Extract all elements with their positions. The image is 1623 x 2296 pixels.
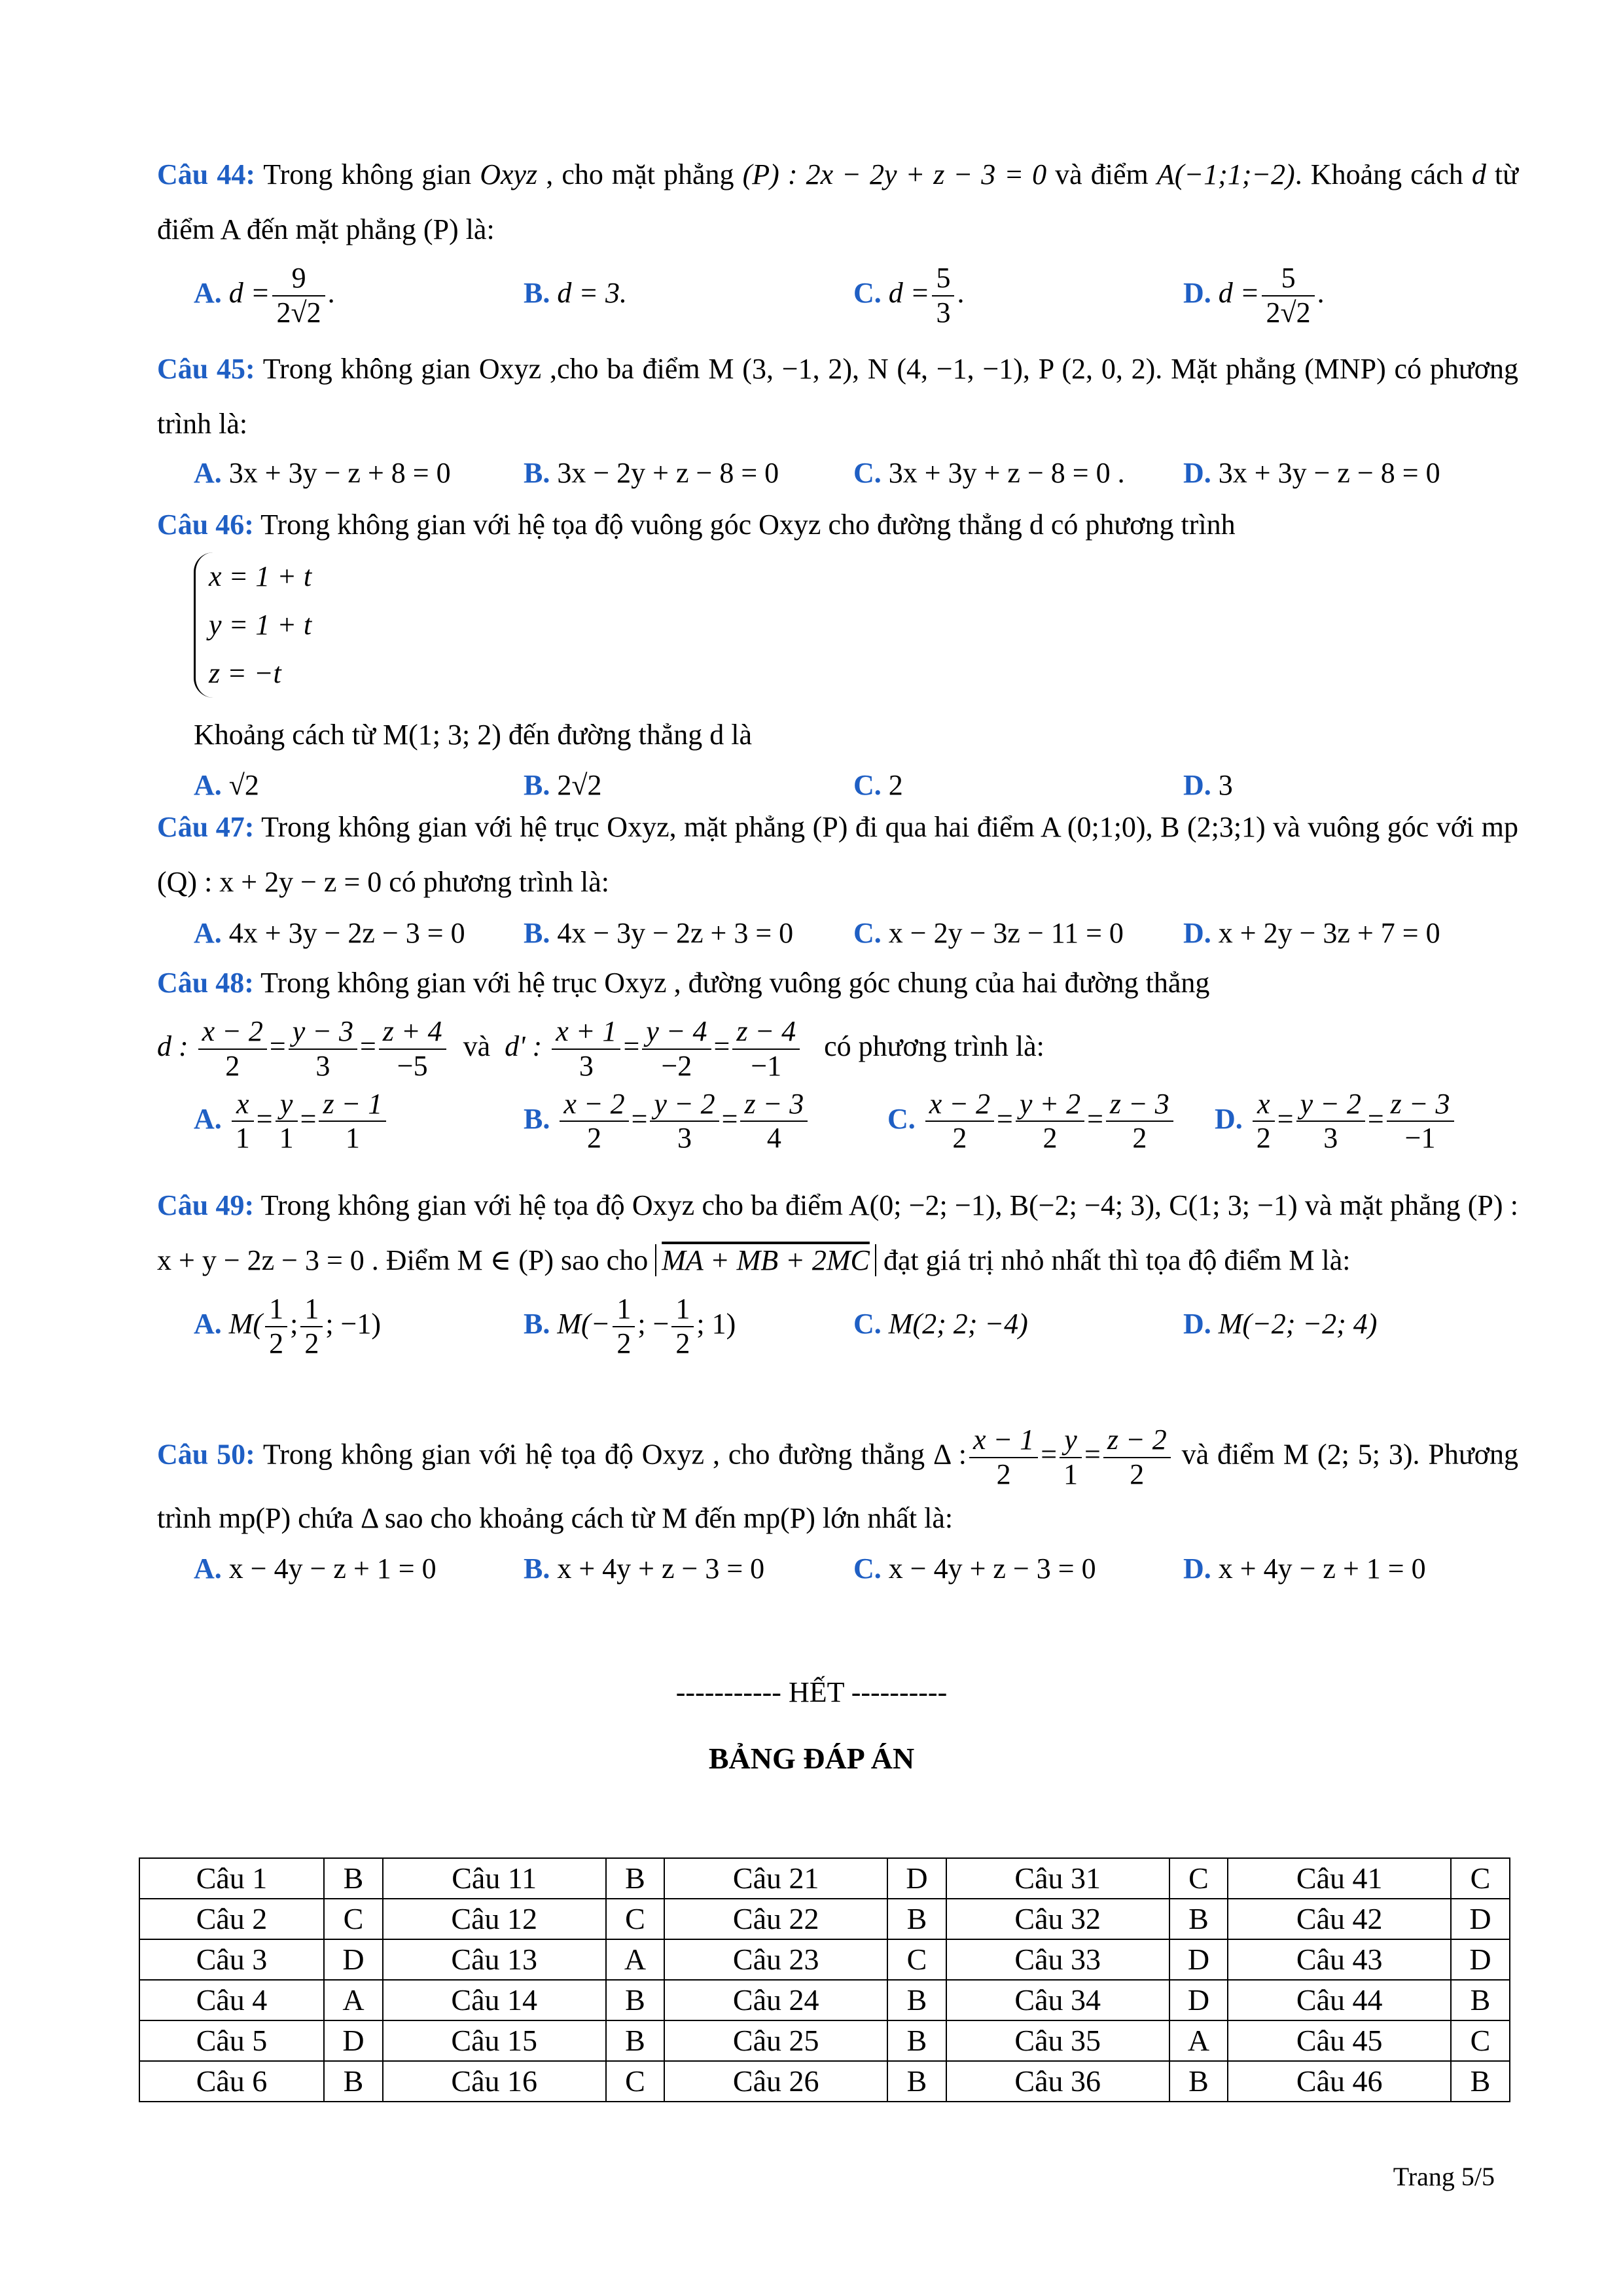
- option-c: C. 2: [853, 769, 903, 801]
- question-49: [157, 1178, 1518, 1360]
- question-cell: Câu 35: [946, 2020, 1169, 2061]
- option-b: B. d = 3.: [524, 277, 628, 309]
- option-c: C. x − 4y + z − 3 = 0: [853, 1552, 1096, 1585]
- answer-cell: D: [1169, 1939, 1228, 1980]
- answer-cell: C: [1451, 2020, 1510, 2061]
- answer-cell: B: [324, 2061, 383, 2102]
- answer-table-title: BẢNG ĐÁP ÁN: [708, 1742, 915, 1775]
- page-number: Trang 5/5: [1393, 2162, 1495, 2191]
- question-44: [157, 147, 1518, 329]
- question-cell: Câu 22: [664, 1899, 887, 1939]
- question-44-stem: Câu 44: Trong không gian Oxyz , cho mặt phẳng (P) : 2x − 2y + z − 3 = 0 và điểm A(−1;1;−2). Khoảng cách d từ điểm A đến mặt phẳng (P) là:: [157, 158, 1518, 245]
- option-d: D. x + 4y − z + 1 = 0: [1183, 1552, 1426, 1585]
- option-a: A. √2: [194, 769, 259, 801]
- question-50-stem: Câu 50: Trong không gian với hệ tọa độ Oxyz , cho đường thẳng Δ : $\frac{x - 1}{2}$ = $\frac{y}{1}$ = $\frac{z - 2}{2}$ và điểm M (2; 5; 3). Phương trình mp(P) chứa Δ sao cho khoảng cách từ M đến mp(P) lớn nhất là:: [157, 1424, 1518, 1535]
- answer-cell: B: [606, 1858, 665, 1899]
- answer-cell: B: [606, 2020, 665, 2061]
- question-cell: Câu 4: [139, 1980, 324, 2020]
- answer-cell: B: [1451, 2061, 1510, 2102]
- question-47-options: [194, 910, 1518, 957]
- question-46-stem: Câu 46: Trong không gian với hệ tọa độ vuông góc Oxyz cho đường thẳng d có phương trình: [157, 509, 1236, 541]
- option-d: D. $\frac{x}{2}$ = $\frac{y - 2}{3}$ = $\frac{z - 3}{-1}$: [1215, 1083, 1457, 1156]
- question-cell: Câu 45: [1228, 2020, 1451, 2061]
- table-row: [139, 1858, 1510, 1899]
- answer-cell: A: [1169, 2020, 1228, 2061]
- option-c: C. 3x + 3y + z − 8 = 0 .: [853, 457, 1125, 489]
- question-45: [157, 342, 1518, 495]
- question-50: [157, 1424, 1518, 1592]
- table-row: [139, 1899, 1510, 1939]
- answer-table: [139, 1857, 1510, 2102]
- question-cell: Câu 24: [664, 1980, 887, 2020]
- option-b: B. $\frac{x - 2}{2}$ = $\frac{y - 2}{3}$ = $\frac{z - 3}{4}$: [524, 1083, 810, 1156]
- question-48: [157, 956, 1518, 1155]
- option-d: D. d = $\frac{5}{2√2}$ .: [1183, 262, 1325, 329]
- question-48-options: [194, 1083, 1518, 1155]
- end-marker: ----------- HẾT ----------: [675, 1676, 948, 1708]
- option-d: D. 3: [1183, 769, 1233, 801]
- question-cell: Câu 31: [946, 1858, 1169, 1899]
- option-b: B. x + 4y + z − 3 = 0: [524, 1552, 765, 1585]
- answer-cell: B: [887, 2020, 946, 2061]
- answer-cell: B: [324, 1858, 383, 1899]
- answer-cell: D: [1451, 1939, 1510, 1980]
- answer-cell: B: [1169, 1899, 1228, 1939]
- option-d: D. x + 2y − 3z + 7 = 0: [1183, 917, 1440, 949]
- question-47: [157, 800, 1518, 957]
- question-50-options: [194, 1546, 1518, 1592]
- question-cell: Câu 36: [946, 2061, 1169, 2102]
- option-a: A. 4x + 3y − 2z − 3 = 0: [194, 917, 465, 949]
- question-49-options: [194, 1288, 1518, 1360]
- answer-cell: B: [1451, 1980, 1510, 2020]
- answer-cell: A: [324, 1980, 383, 2020]
- question-46-stem-2: Khoảng cách từ M(1; 3; 2) đến đường thẳng d là: [194, 719, 752, 751]
- table-row: [139, 1939, 1510, 1980]
- answer-cell: A: [606, 1939, 665, 1980]
- answer-cell: D: [324, 2020, 383, 2061]
- answer-cell: C: [324, 1899, 383, 1939]
- question-cell: Câu 34: [946, 1980, 1169, 2020]
- question-cell: Câu 5: [139, 2020, 324, 2061]
- question-cell: Câu 26: [664, 2061, 887, 2102]
- question-cell: Câu 46: [1228, 2061, 1451, 2102]
- parametric-system: x = 1 + t y = 1 + t z = −t: [194, 552, 312, 698]
- question-47-stem: Câu 47: Trong không gian với hệ trục Oxyz, mặt phẳng (P) đi qua hai điểm A (0;1;0), B (2;3;1) và vuông góc với mp (Q) : x + 2y − z = 0 có phương trình là:: [157, 811, 1518, 898]
- option-c: C. M(2; 2; −4): [853, 1308, 1028, 1340]
- table-row: [139, 2020, 1510, 2061]
- option-a: A. d = $\frac{9}{2√2}$ .: [194, 262, 335, 329]
- question-cell: Câu 43: [1228, 1939, 1451, 1980]
- question-cell: Câu 13: [383, 1939, 606, 1980]
- question-48-lines: d : $\frac{x - 2}{2}$ = $\frac{y - 3}{3}$ = $\frac{z + 4}{-5}$ và d' : $\frac{x + 1}{3}$ = $\frac{y - 4}{-2}$ = $\frac{z - 4}{-1}$ có phương trình là:: [157, 1015, 1044, 1082]
- option-c: C. $\frac{x - 2}{2}$ = $\frac{y + 2}{2}$ = $\frac{z - 3}{2}$: [887, 1083, 1176, 1156]
- answer-cell: C: [887, 1939, 946, 1980]
- table-row: [139, 2061, 1510, 2102]
- answer-cell: C: [1169, 1858, 1228, 1899]
- answer-cell: D: [887, 1858, 946, 1899]
- question-44-label: Câu 44:: [157, 158, 255, 190]
- question-44-options: [194, 257, 1518, 329]
- question-cell: Câu 12: [383, 1899, 606, 1939]
- option-c: C. d = $\frac{5}{3}$ .: [853, 262, 965, 329]
- question-cell: Câu 41: [1228, 1858, 1451, 1899]
- question-cell: Câu 3: [139, 1939, 324, 1980]
- option-a: A. $\frac{x}{1}$ = $\frac{y}{1}$ = $\frac{z - 1}{1}$: [194, 1083, 389, 1156]
- option-b: B. 2√2: [524, 769, 602, 801]
- question-cell: Câu 25: [664, 2020, 887, 2061]
- answer-cell: B: [887, 1980, 946, 2020]
- option-a: A. x − 4y − z + 1 = 0: [194, 1552, 437, 1585]
- answer-cell: C: [606, 2061, 665, 2102]
- option-a: A. 3x + 3y − z + 8 = 0: [194, 457, 451, 489]
- answer-cell: B: [606, 1980, 665, 2020]
- question-49-stem: Câu 49: Trong không gian với hệ tọa độ Oxyz cho ba điểm A(0; −2; −1), B(−2; −4; 3), C(1; 3; −1) và mặt phẳng (P) : x + y − 2z − 3 = 0 . Điểm M ∈ (P) sao cho MA + MB + 2MC đạt giá trị nhỏ nhất thì tọa độ điểm M là:: [157, 1189, 1518, 1276]
- table-row: [139, 1980, 1510, 2020]
- question-45-stem: Câu 45: Trong không gian Oxyz ,cho ba điểm M (3, −1, 2), N (4, −1, −1), P (2, 0, 2). Mặt phẳng (MNP) có phương trình là:: [157, 353, 1518, 440]
- option-b: B. 3x − 2y + z − 8 = 0: [524, 457, 779, 489]
- option-a: A. M( $\frac{1}{2}$ ; $\frac{1}{2}$ ; −1): [194, 1293, 382, 1359]
- vector-expression: MA + MB + 2MC: [655, 1244, 876, 1276]
- option-d: D. M(−2; −2; 4): [1183, 1308, 1378, 1340]
- answer-cell: D: [1451, 1899, 1510, 1939]
- question-45-options: [194, 452, 1518, 495]
- option-b: B. M(− $\frac{1}{2}$ ; − $\frac{1}{2}$ ; 1): [524, 1293, 736, 1359]
- question-cell: Câu 15: [383, 2020, 606, 2061]
- question-cell: Câu 16: [383, 2061, 606, 2102]
- question-46: [157, 497, 1518, 808]
- question-cell: Câu 11: [383, 1858, 606, 1899]
- question-cell: Câu 42: [1228, 1899, 1451, 1939]
- question-cell: Câu 21: [664, 1858, 887, 1899]
- question-cell: Câu 14: [383, 1980, 606, 2020]
- answer-cell: D: [324, 1939, 383, 1980]
- option-c: C. x − 2y − 3z − 11 = 0: [853, 917, 1124, 949]
- answer-cell: B: [887, 2061, 946, 2102]
- question-cell: Câu 33: [946, 1939, 1169, 1980]
- answer-cell: C: [1451, 1858, 1510, 1899]
- question-cell: Câu 23: [664, 1939, 887, 1980]
- question-cell: Câu 32: [946, 1899, 1169, 1939]
- question-cell: Câu 1: [139, 1858, 324, 1899]
- question-cell: Câu 44: [1228, 1980, 1451, 2020]
- answer-cell: B: [887, 1899, 946, 1939]
- question-cell: Câu 6: [139, 2061, 324, 2102]
- option-d: D. 3x + 3y − z − 8 = 0: [1183, 457, 1440, 489]
- answer-cell: D: [1169, 1980, 1228, 2020]
- answer-cell: C: [606, 1899, 665, 1939]
- question-cell: Câu 2: [139, 1899, 324, 1939]
- question-48-stem: Câu 48: Trong không gian với hệ trục Oxyz , đường vuông góc chung của hai đường thẳng: [157, 967, 1210, 999]
- answer-cell: B: [1169, 2061, 1228, 2102]
- option-b: B. 4x − 3y − 2z + 3 = 0: [524, 917, 794, 949]
